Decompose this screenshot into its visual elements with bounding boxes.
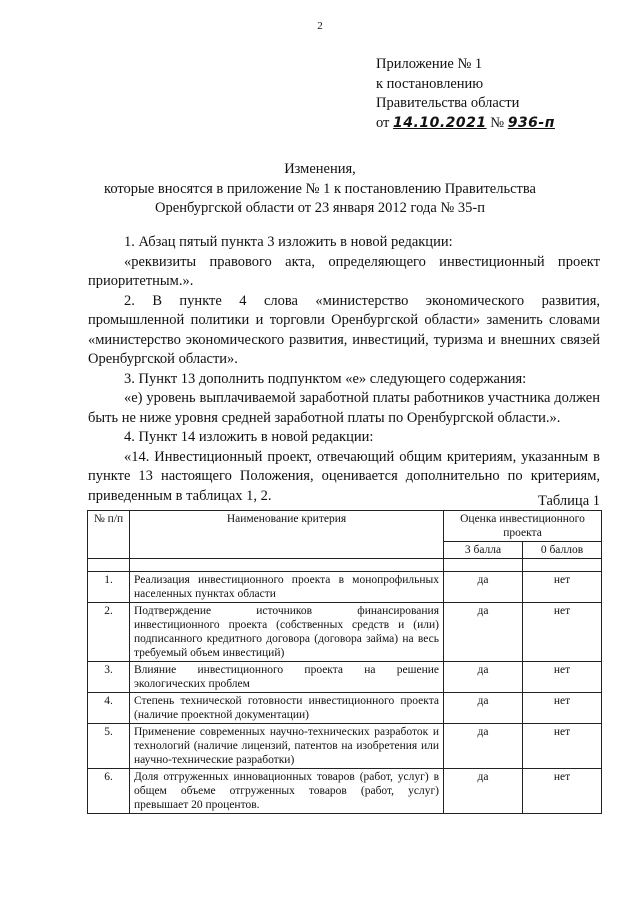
- row-yes: да: [444, 603, 523, 662]
- header-score-yes: 3 балла: [444, 542, 523, 559]
- table-caption: Таблица 1: [537, 493, 600, 509]
- spacer-cell: [88, 559, 130, 572]
- table-header-row: [88, 511, 602, 542]
- header-score: Оценка инвестиционного проекта: [444, 511, 602, 542]
- appendix-title: Приложение № 1: [376, 56, 483, 72]
- appendix-date-line: [376, 114, 555, 134]
- appendix-block: [376, 55, 555, 133]
- row-num: 5.: [88, 724, 130, 769]
- row-num: 4.: [88, 693, 130, 724]
- row-criterion: Применение современных научно-технических разработок и технологий (наличие лицензий, патентов на изобретения или научно-технические разработки): [130, 724, 444, 769]
- heading-line-2: которые вносятся в приложение № 1 к постановлению Правительства: [104, 180, 536, 197]
- paragraph-1: 1. Абзац пятый пункта 3 изложить в новой редакции:: [124, 234, 453, 250]
- row-num: 2.: [88, 603, 130, 662]
- table-row: [88, 693, 602, 724]
- paragraph-7: «14. Инвестиционный проект, отвечающий общим критериям, указанным в пункте 13 настоящего Положения, оценивается дополнительно по критериям, приведенным в таблицах 1, 2.: [88, 448, 600, 504]
- handwritten-number: 936-п: [507, 114, 555, 131]
- row-no: нет: [523, 724, 602, 769]
- row-criterion: Реализация инвестиционного проекта в монопрофильных населенных пунктах области: [130, 572, 444, 603]
- spacer-cell: [444, 559, 523, 572]
- row-no: нет: [523, 693, 602, 724]
- row-criterion: Влияние инвестиционного проекта на решение экологических проблем: [130, 662, 444, 693]
- paragraph-2: «реквизиты правового акта, определяющего инвестиционный проект приоритетным.».: [88, 253, 600, 289]
- table-row: [88, 572, 602, 603]
- heading-line-3: Оренбургской области от 23 января 2012 года № 35-п: [155, 200, 485, 216]
- body-text: [88, 233, 600, 506]
- page-number: 2: [317, 20, 323, 32]
- row-yes: да: [444, 724, 523, 769]
- row-num: 1.: [88, 572, 130, 603]
- table-row: [88, 662, 602, 693]
- row-no: нет: [523, 603, 602, 662]
- row-no: нет: [523, 769, 602, 814]
- table-row: [88, 603, 602, 662]
- criteria-table: [87, 510, 602, 814]
- heading-title: Изменения,: [284, 161, 356, 177]
- row-yes: да: [444, 769, 523, 814]
- row-criterion: Степень технической готовности инвестиционного проекта (наличие проектной документации): [130, 693, 444, 724]
- handwritten-date: 14.10.2021: [393, 114, 487, 131]
- row-yes: да: [444, 662, 523, 693]
- header-score-no: 0 баллов: [523, 542, 602, 559]
- spacer-cell: [130, 559, 444, 572]
- table-row: [88, 724, 602, 769]
- row-criterion: Подтверждение источников финансирования инвестиционного проекта (собственных средств и (или) подписанного кредитного договора (договора займа) на весь требуемый объем инвестиций): [130, 603, 444, 662]
- number-label: №: [490, 114, 505, 131]
- row-num: 3.: [88, 662, 130, 693]
- row-criterion: Доля отгруженных инновационных товаров (работ, услуг) в общем объеме отгруженных товаров (работ, услуг) превышает 20 процентов.: [130, 769, 444, 814]
- header-name: Наименование критерия: [130, 511, 444, 559]
- paragraph-5: «е) уровень выплачиваемой заработной платы работников участника должен быть не ниже уровня средней заработной платы по Оренбургской области.».: [88, 390, 600, 426]
- header-num: № п/п: [88, 511, 130, 559]
- from-label: от: [376, 114, 390, 131]
- spacer-cell: [523, 559, 602, 572]
- appendix-to-resolution: к постановлению: [376, 75, 484, 92]
- table-row: [88, 769, 602, 814]
- paragraph-4: 3. Пункт 13 дополнить подпунктом «е» следующего содержания:: [124, 370, 527, 387]
- table-spacer-row: [88, 559, 602, 572]
- row-yes: да: [444, 572, 523, 603]
- document-heading: [0, 160, 640, 219]
- row-no: нет: [523, 572, 602, 603]
- row-yes: да: [444, 693, 523, 724]
- appendix-government: Правительства области: [376, 95, 520, 111]
- row-no: нет: [523, 662, 602, 693]
- paragraph-6: 4. Пункт 14 изложить в новой редакции:: [124, 429, 374, 445]
- paragraph-3: 2. В пункте 4 слова «министерство экономического развития, промышленной политики и торговли Оренбургской области» заменить словами «министерство экономического развития, инвестиций, туризма и внешних связей Оренбургской области».: [88, 292, 600, 367]
- row-num: 6.: [88, 769, 130, 814]
